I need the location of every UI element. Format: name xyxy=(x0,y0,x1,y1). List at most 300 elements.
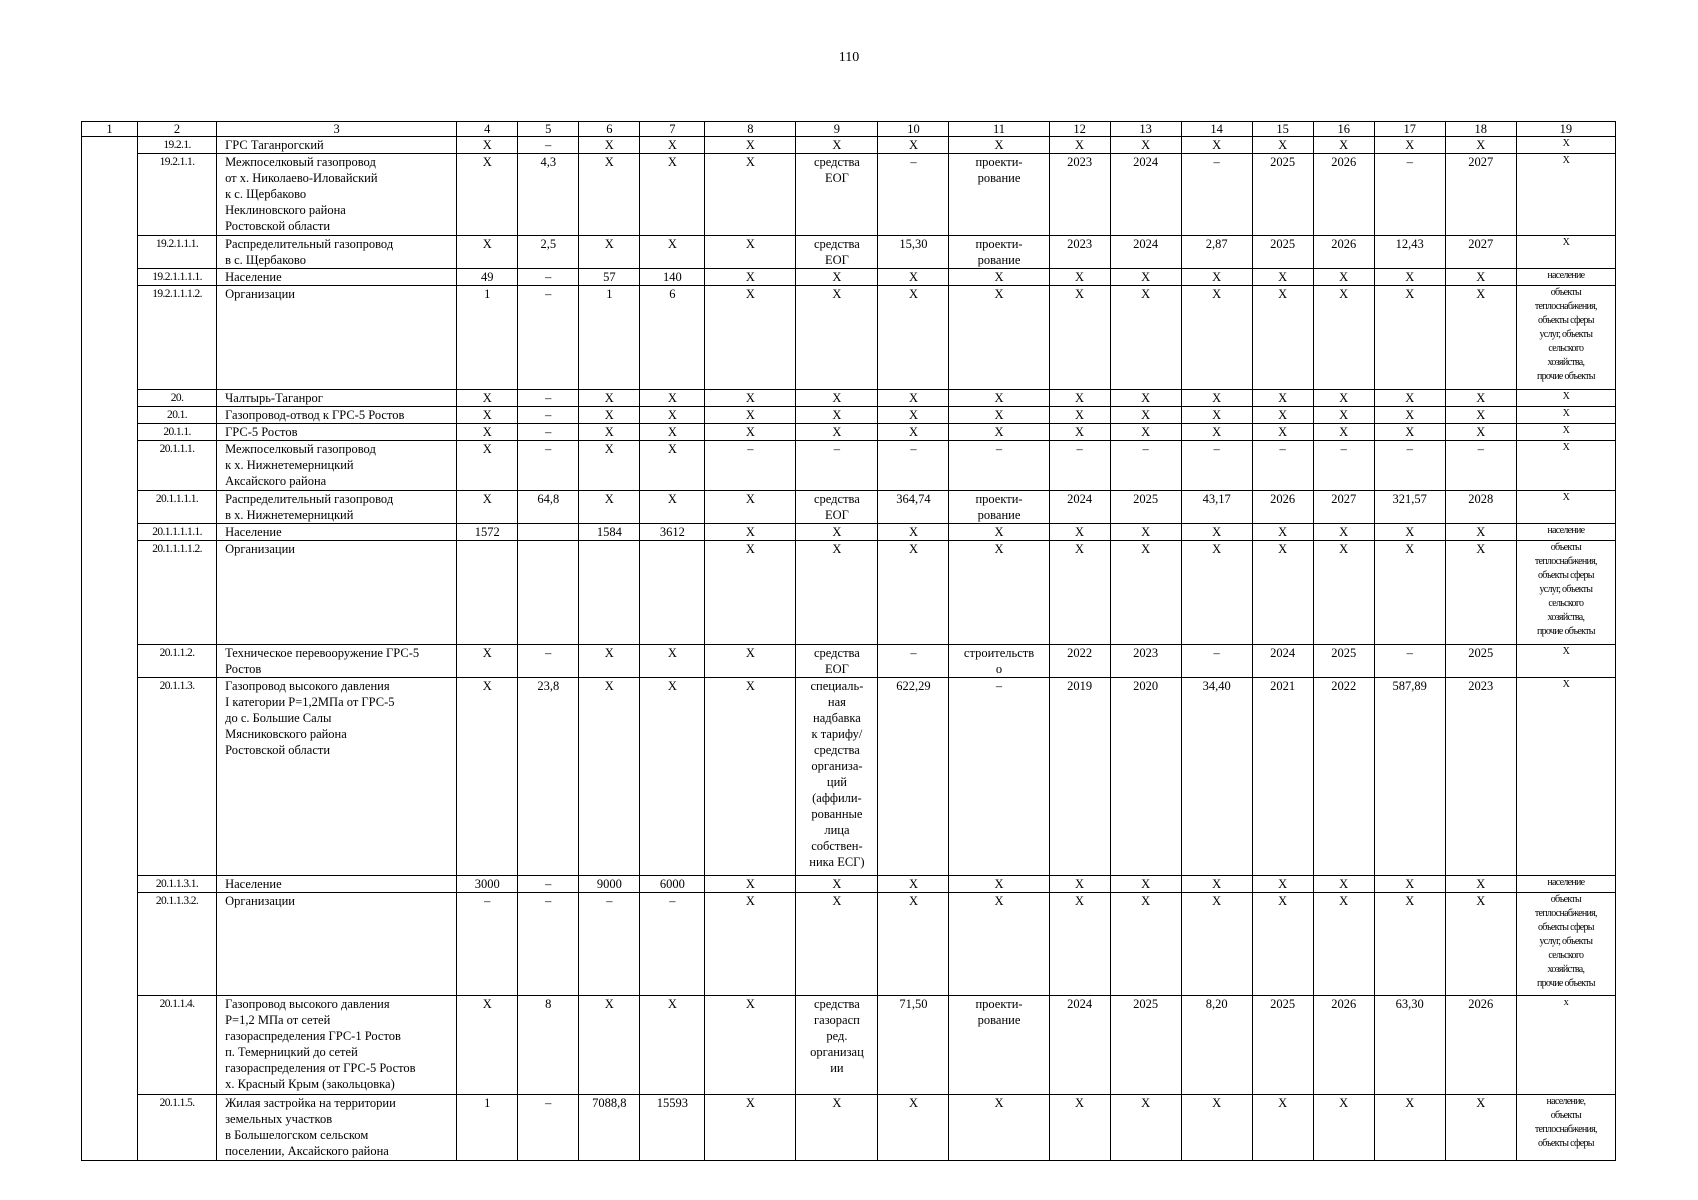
table-cell: – xyxy=(949,678,1049,876)
table-cell: Х xyxy=(949,424,1049,441)
table-cell: 2026 xyxy=(1252,491,1313,524)
table-cell: 2026 xyxy=(1313,996,1374,1095)
table-cell: – xyxy=(1252,441,1313,491)
column-header: 2 xyxy=(138,122,217,137)
table-cell: строительств о xyxy=(949,645,1049,678)
table-cell: 2024 xyxy=(1049,996,1110,1095)
table-cell: – xyxy=(518,893,579,996)
table-cell: объекты теплоснабжения, объекты сферы услуг, объекты сельского хозяйства, прочие объекты xyxy=(1516,893,1615,996)
table-cell: 2022 xyxy=(1313,678,1374,876)
table-cell: Х xyxy=(640,390,705,407)
table-cell: 15593 xyxy=(640,1095,705,1161)
table-cell: Х xyxy=(1445,269,1516,286)
table-cell: 7088,8 xyxy=(579,1095,640,1161)
table-cell: Х xyxy=(949,1095,1049,1161)
table-row xyxy=(82,236,1616,269)
table-cell: 8 xyxy=(518,996,579,1095)
table-cell: Х xyxy=(1252,390,1313,407)
table-cell: Х xyxy=(705,491,796,524)
table-cell: 63,30 xyxy=(1374,996,1445,1095)
table-cell: население, объекты теплоснабжения, объекты сферы xyxy=(1516,1095,1615,1161)
table-cell: 64,8 xyxy=(518,491,579,524)
table-cell: Х xyxy=(1252,137,1313,154)
table-cell: Х xyxy=(705,1095,796,1161)
table-cell: Х xyxy=(1252,1095,1313,1161)
table-row xyxy=(82,390,1616,407)
table-cell: – xyxy=(1181,645,1252,678)
table-cell: Х xyxy=(878,269,949,286)
row-name-cell: Межпоселковый газопровод к х. Нижнетемерницкий Аксайского района xyxy=(217,441,457,491)
table-cell: проекти- рование xyxy=(949,491,1049,524)
table-cell: средства ЕОГ xyxy=(796,236,878,269)
table-cell: Х xyxy=(796,269,878,286)
table-cell: Х xyxy=(1374,876,1445,893)
table-cell: 622,29 xyxy=(878,678,949,876)
table-cell: 2024 xyxy=(1110,154,1181,236)
table-row xyxy=(82,441,1616,491)
table-cell: Х xyxy=(1445,876,1516,893)
table-cell: Х xyxy=(457,678,518,876)
table-cell: Х xyxy=(1110,269,1181,286)
table-cell: 2024 xyxy=(1252,645,1313,678)
table-row xyxy=(82,645,1616,678)
row-number-cell: 20.1.1.1.1.1. xyxy=(138,524,217,541)
table-row xyxy=(82,541,1616,645)
table-cell: средства ЕОГ xyxy=(796,154,878,236)
table-cell: Х xyxy=(1374,424,1445,441)
table-cell: Х xyxy=(579,491,640,524)
table-cell: – xyxy=(457,893,518,996)
table-cell: 2023 xyxy=(1049,154,1110,236)
table-cell: 2021 xyxy=(1252,678,1313,876)
table-cell: Х xyxy=(705,286,796,390)
table-cell: Х xyxy=(796,524,878,541)
column-header: 13 xyxy=(1110,122,1181,137)
table-cell xyxy=(579,541,640,645)
row-name-cell: Организации xyxy=(217,286,457,390)
table-cell: 2023 xyxy=(1049,236,1110,269)
table-cell: Х xyxy=(1049,424,1110,441)
table-cell: – xyxy=(579,893,640,996)
table-cell: Х xyxy=(1516,137,1615,154)
table-cell: Х xyxy=(949,269,1049,286)
table-cell: Х xyxy=(705,541,796,645)
table-cell: 57 xyxy=(579,269,640,286)
table-cell: средства ЕОГ xyxy=(796,645,878,678)
table-cell: Х xyxy=(796,893,878,996)
table-cell: проекти- рование xyxy=(949,996,1049,1095)
table-cell: Х xyxy=(1110,424,1181,441)
table-cell: х xyxy=(1516,996,1615,1095)
table-cell: – xyxy=(1313,441,1374,491)
table-cell: 23,8 xyxy=(518,678,579,876)
table-cell: – xyxy=(1181,441,1252,491)
table-cell: Х xyxy=(1516,678,1615,876)
table-cell: 1 xyxy=(579,286,640,390)
table-cell: Х xyxy=(1313,390,1374,407)
table-cell: 2,87 xyxy=(1181,236,1252,269)
table-cell: Х xyxy=(1252,424,1313,441)
table-cell: 15,30 xyxy=(878,236,949,269)
row-name-cell: Газопровод высокого давления Р=1,2 МПа от сетей газораспределения ГРС-1 Ростов п. Темерницкий до сетей газораспределения от ГРС-5 Ростов х. Красный Крым (закольцовка) xyxy=(217,996,457,1095)
table-cell: Х xyxy=(1374,137,1445,154)
table-cell: Х xyxy=(1049,1095,1110,1161)
table-cell: Х xyxy=(796,1095,878,1161)
table-cell: 12,43 xyxy=(1374,236,1445,269)
table-cell: 140 xyxy=(640,269,705,286)
table-cell: 2025 xyxy=(1313,645,1374,678)
table-cell: Х xyxy=(1374,893,1445,996)
table-cell: Х xyxy=(1516,407,1615,424)
table-cell: 43,17 xyxy=(1181,491,1252,524)
table-cell: Х xyxy=(1252,893,1313,996)
table-cell: 321,57 xyxy=(1374,491,1445,524)
row-number-cell: 20.1.1.3. xyxy=(138,678,217,876)
table-cell: 587,89 xyxy=(1374,678,1445,876)
table-cell: Х xyxy=(705,390,796,407)
table-cell: – xyxy=(1374,645,1445,678)
table-cell: – xyxy=(518,424,579,441)
table-cell: Х xyxy=(640,996,705,1095)
table-cell: 3612 xyxy=(640,524,705,541)
table-cell: Х xyxy=(640,137,705,154)
table-cell: 2027 xyxy=(1445,236,1516,269)
table-cell: – xyxy=(1374,154,1445,236)
table-cell: Х xyxy=(1181,424,1252,441)
row-number-cell: 20.1.1.2. xyxy=(138,645,217,678)
table-cell: Х xyxy=(1110,407,1181,424)
table-cell: Х xyxy=(1110,137,1181,154)
table-cell: Х xyxy=(579,137,640,154)
table-cell: 8,20 xyxy=(1181,996,1252,1095)
table-cell: Х xyxy=(878,137,949,154)
table-cell xyxy=(518,541,579,645)
table-cell: Х xyxy=(1445,524,1516,541)
row-name-cell: Межпоселковый газопровод от х. Николаево-Иловайский к с. Щербаково Неклиновского района Ростовской области xyxy=(217,154,457,236)
table-cell: Х xyxy=(878,1095,949,1161)
row-name-cell: ГРС-5 Ростов xyxy=(217,424,457,441)
table-cell: Х xyxy=(579,236,640,269)
table-cell: Х xyxy=(878,286,949,390)
table-cell: Х xyxy=(1181,893,1252,996)
row-number-cell: 20.1.1.3.1. xyxy=(138,876,217,893)
row-number-cell: 20.1.1.5. xyxy=(138,1095,217,1161)
table-cell: – xyxy=(518,390,579,407)
table-cell: Х xyxy=(457,236,518,269)
row-name-cell: Организации xyxy=(217,541,457,645)
table-cell: проекти- рование xyxy=(949,154,1049,236)
table-cell: Х xyxy=(1181,1095,1252,1161)
table-cell: Х xyxy=(796,424,878,441)
table-cell: Х xyxy=(457,390,518,407)
table-row xyxy=(82,678,1616,876)
table-cell: Х xyxy=(878,424,949,441)
table-cell: Х xyxy=(796,876,878,893)
table-cell: Х xyxy=(1181,407,1252,424)
column-header: 18 xyxy=(1445,122,1516,137)
column-header: 6 xyxy=(579,122,640,137)
table-cell: Х xyxy=(457,645,518,678)
row-name-cell: Чалтырь-Таганрог xyxy=(217,390,457,407)
row-number-cell: 20. xyxy=(138,390,217,407)
table-cell: Х xyxy=(1374,1095,1445,1161)
table-cell: проекти- рование xyxy=(949,236,1049,269)
table-cell: Х xyxy=(1049,876,1110,893)
table-cell: Х xyxy=(457,407,518,424)
table-cell: Х xyxy=(705,893,796,996)
table-cell: 2026 xyxy=(1445,996,1516,1095)
table-cell: 364,74 xyxy=(878,491,949,524)
row-number-cell: 20.1. xyxy=(138,407,217,424)
table-cell: Х xyxy=(878,541,949,645)
table-cell: Х xyxy=(579,390,640,407)
table-cell: 2026 xyxy=(1313,154,1374,236)
table-cell: Х xyxy=(1445,893,1516,996)
table-cell: Х xyxy=(796,137,878,154)
table-cell: Х xyxy=(457,996,518,1095)
table-cell: Х xyxy=(1313,876,1374,893)
table-cell: – xyxy=(1110,441,1181,491)
table-cell: Х xyxy=(1252,541,1313,645)
table-cell: Х xyxy=(1313,407,1374,424)
table-cell: Х xyxy=(1516,424,1615,441)
table-cell: Х xyxy=(1516,154,1615,236)
table-cell: Х xyxy=(705,678,796,876)
table-cell: Х xyxy=(1445,286,1516,390)
table-cell: Х xyxy=(1049,286,1110,390)
column-header: 17 xyxy=(1374,122,1445,137)
table-cell: – xyxy=(796,441,878,491)
table-cell: Х xyxy=(1049,269,1110,286)
table-cell: Х xyxy=(1110,390,1181,407)
row-name-cell: ГРС Таганрогский xyxy=(217,137,457,154)
column-header: 3 xyxy=(217,122,457,137)
table-cell: 2025 xyxy=(1252,154,1313,236)
row-name-cell: Распределительный газопровод в х. Нижнетемерницкий xyxy=(217,491,457,524)
table-cell: Х xyxy=(1252,286,1313,390)
table-cell: Х xyxy=(1313,269,1374,286)
table-cell: Х xyxy=(796,541,878,645)
table-cell: Х xyxy=(796,286,878,390)
table-row xyxy=(82,1095,1616,1161)
table-cell: Х xyxy=(949,876,1049,893)
table-cell: Х xyxy=(1049,524,1110,541)
table-cell: 2026 xyxy=(1313,236,1374,269)
table-cell: Х xyxy=(1049,137,1110,154)
table-row xyxy=(82,996,1616,1095)
table-cell: Х xyxy=(457,154,518,236)
table-cell: Х xyxy=(457,491,518,524)
row-number-cell: 19.2.1. xyxy=(138,137,217,154)
page-number: 110 xyxy=(838,50,860,65)
column-header: 1 xyxy=(82,122,138,137)
table-cell: 2027 xyxy=(1313,491,1374,524)
row-number-cell: 20.1.1.3.2. xyxy=(138,893,217,996)
table-cell: – xyxy=(518,876,579,893)
table-cell: 2027 xyxy=(1445,154,1516,236)
table-cell: Х xyxy=(1374,524,1445,541)
row-name-cell: Население xyxy=(217,876,457,893)
row-number-cell: 19.2.1.1. xyxy=(138,154,217,236)
table-cell: Х xyxy=(1445,541,1516,645)
table-cell: 1572 xyxy=(457,524,518,541)
table-cell: Х xyxy=(949,524,1049,541)
table-cell: – xyxy=(1445,441,1516,491)
header-row xyxy=(82,122,1616,137)
column-header: 15 xyxy=(1252,122,1313,137)
table-cell: Х xyxy=(579,645,640,678)
table-cell: 2025 xyxy=(1252,996,1313,1095)
table-row xyxy=(82,154,1616,236)
table-cell: Х xyxy=(1181,390,1252,407)
table-cell: Х xyxy=(705,876,796,893)
table-cell: Х xyxy=(1181,137,1252,154)
table-cell: население xyxy=(1516,876,1615,893)
column-header: 19 xyxy=(1516,122,1615,137)
table-cell: Х xyxy=(1374,286,1445,390)
table-cell: Х xyxy=(457,424,518,441)
row-name-cell: Население xyxy=(217,524,457,541)
table-cell: Х xyxy=(1252,407,1313,424)
table-cell: Х xyxy=(1049,893,1110,996)
column-header: 16 xyxy=(1313,122,1374,137)
table-cell: 2025 xyxy=(1110,996,1181,1095)
row-number-cell: 20.1.1.1. xyxy=(138,441,217,491)
table-cell: – xyxy=(640,893,705,996)
table-cell: 6 xyxy=(640,286,705,390)
table-cell: Х xyxy=(1516,441,1615,491)
column-header: 9 xyxy=(796,122,878,137)
table-cell: Х xyxy=(1110,541,1181,645)
column-header: 11 xyxy=(949,122,1049,137)
table-cell: Х xyxy=(878,876,949,893)
column-header: 7 xyxy=(640,122,705,137)
table-cell: – xyxy=(1374,441,1445,491)
table-cell: 2024 xyxy=(1049,491,1110,524)
table-cell: Х xyxy=(1445,137,1516,154)
row-name-cell: Техническое перевооружение ГРС-5 Ростов xyxy=(217,645,457,678)
table-cell: Х xyxy=(579,996,640,1095)
table-row xyxy=(82,269,1616,286)
table-cell: Х xyxy=(1374,407,1445,424)
table-cell: Х xyxy=(1516,491,1615,524)
table-cell: – xyxy=(518,286,579,390)
table-row xyxy=(82,137,1616,154)
table-cell: Х xyxy=(1313,424,1374,441)
table-cell: Х xyxy=(878,390,949,407)
table-cell: Х xyxy=(457,441,518,491)
column-header: 4 xyxy=(457,122,518,137)
table-cell xyxy=(640,541,705,645)
table-cell: Х xyxy=(949,390,1049,407)
table-cell: Х xyxy=(1374,269,1445,286)
table-cell: Х xyxy=(1445,1095,1516,1161)
table-cell: Х xyxy=(1313,1095,1374,1161)
table-cell: – xyxy=(878,154,949,236)
row-name-cell: Газопровод высокого давления I категории Р=1,2МПа от ГРС-5 до с. Большие Салы Мясниковского района Ростовской области xyxy=(217,678,457,876)
table-cell: Х xyxy=(1110,286,1181,390)
table-row xyxy=(82,491,1616,524)
table-cell: Х xyxy=(949,407,1049,424)
table-cell: – xyxy=(518,645,579,678)
table-cell: Х xyxy=(878,893,949,996)
table-cell: население xyxy=(1516,269,1615,286)
table-cell: Х xyxy=(1516,390,1615,407)
table-cell: Х xyxy=(1049,390,1110,407)
table-cell: Х xyxy=(579,678,640,876)
table-cell: – xyxy=(518,137,579,154)
row-name-cell: Население xyxy=(217,269,457,286)
table-cell: – xyxy=(705,441,796,491)
table-cell: 71,50 xyxy=(878,996,949,1095)
table-cell: Х xyxy=(705,524,796,541)
table-cell: – xyxy=(1181,154,1252,236)
row-name-cell: Распределительный газопровод в с. Щербаково xyxy=(217,236,457,269)
table-cell: Х xyxy=(1181,541,1252,645)
table-cell: 9000 xyxy=(579,876,640,893)
table-cell: – xyxy=(518,441,579,491)
table-cell: Х xyxy=(1516,236,1615,269)
table-cell: 6000 xyxy=(640,876,705,893)
table-row xyxy=(82,424,1616,441)
table-cell: Х xyxy=(1516,645,1615,678)
row-name-cell: Жилая застройка на территории земельных участков в Большелогском сельском поселении, Аксайского района xyxy=(217,1095,457,1161)
table-cell: Х xyxy=(1110,876,1181,893)
table-cell: Х xyxy=(949,137,1049,154)
row-number-cell: 20.1.1. xyxy=(138,424,217,441)
table-cell: средства газорасп ред. организац ии xyxy=(796,996,878,1095)
table-cell: Х xyxy=(1110,524,1181,541)
table-cell: 4,3 xyxy=(518,154,579,236)
table-cell: Х xyxy=(579,424,640,441)
table-cell: Х xyxy=(1110,1095,1181,1161)
table-cell: 2028 xyxy=(1445,491,1516,524)
table-cell: Х xyxy=(1252,524,1313,541)
table-cell: 2024 xyxy=(1110,236,1181,269)
table-cell: Х xyxy=(640,407,705,424)
table-cell: – xyxy=(518,407,579,424)
table-cell: 2023 xyxy=(1445,678,1516,876)
table-cell: Х xyxy=(1252,876,1313,893)
row-number-cell: 19.2.1.1.1.1. xyxy=(138,269,217,286)
table-cell xyxy=(457,541,518,645)
row-name-cell: Газопровод-отвод к ГРС-5 Ростов xyxy=(217,407,457,424)
row-name-cell: Организации xyxy=(217,893,457,996)
table-cell: Х xyxy=(705,137,796,154)
row-number-cell: 19.2.1.1.1. xyxy=(138,236,217,269)
table-cell: Х xyxy=(1445,390,1516,407)
table-cell: Х xyxy=(705,154,796,236)
data-table xyxy=(81,121,1616,1161)
table-cell: Х xyxy=(1374,390,1445,407)
table-cell: Х xyxy=(878,524,949,541)
table-cell: Х xyxy=(705,645,796,678)
table-cell: 1 xyxy=(457,286,518,390)
table-cell: Х xyxy=(1252,269,1313,286)
table-cell: 2,5 xyxy=(518,236,579,269)
row-number-cell: 20.1.1.1.1. xyxy=(138,491,217,524)
table-cell: 49 xyxy=(457,269,518,286)
table-cell: Х xyxy=(705,407,796,424)
row-number-cell: 20.1.1.4. xyxy=(138,996,217,1095)
table-cell: Х xyxy=(1181,269,1252,286)
table-row xyxy=(82,524,1616,541)
table-cell: средства ЕОГ xyxy=(796,491,878,524)
table-cell: объекты теплоснабжения, объекты сферы услуг, объекты сельского хозяйства, прочие объекты xyxy=(1516,286,1615,390)
table-cell: Х xyxy=(1445,407,1516,424)
table-row xyxy=(82,893,1616,996)
table-cell: Х xyxy=(796,407,878,424)
